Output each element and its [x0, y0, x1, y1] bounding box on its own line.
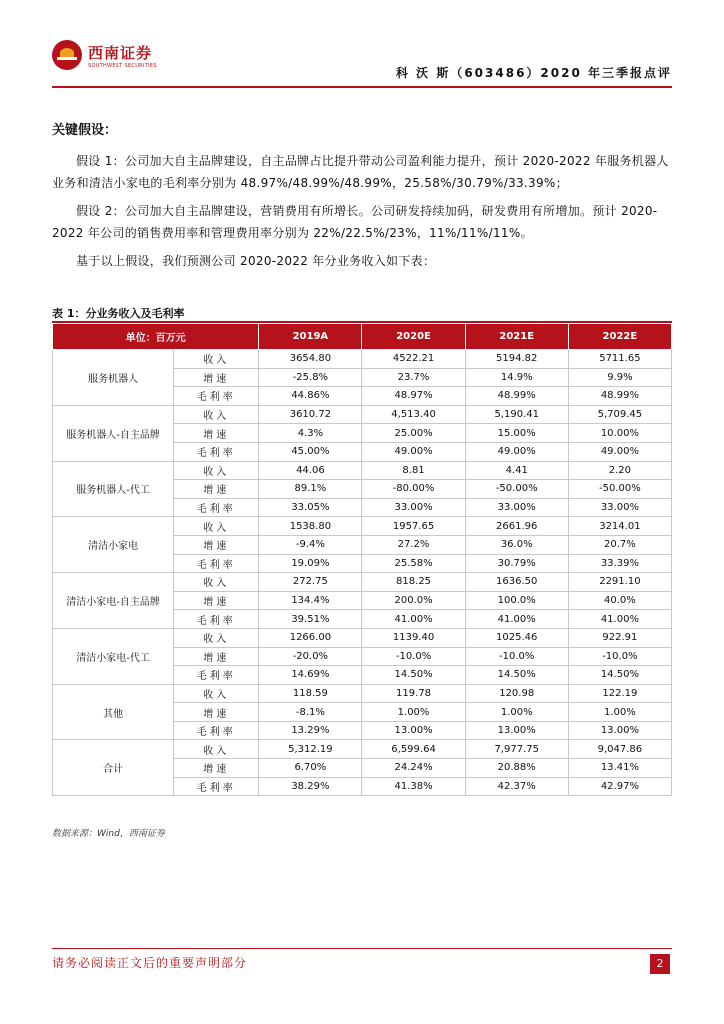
value-cell: 2291.10 [568, 573, 671, 592]
metric-label: 收入 [174, 461, 259, 480]
value-cell: 134.4% [259, 591, 362, 610]
value-cell: 14.50% [362, 666, 465, 685]
assumption-1: 假设 1：公司加大自主品牌建设，自主品牌占比提升带动公司盈利能力提升，预计 2020-2022 年服务机器人业务和清洁小家电的毛利率分别为 48.97%/48.99%/48.99%，25.58%/30.79%/33.39%； [52, 154, 669, 190]
segment-name: 服务机器人-代工 [53, 461, 174, 517]
metric-label: 毛利率 [174, 610, 259, 629]
header-2022e: 2022E [568, 324, 671, 350]
value-cell: -10.0% [568, 647, 671, 666]
value-cell: 15.00% [465, 424, 568, 443]
metric-label: 收入 [174, 628, 259, 647]
company-logo [52, 40, 157, 70]
value-cell: -50.00% [568, 480, 671, 499]
header-2020e: 2020E [362, 324, 465, 350]
metric-label: 毛利率 [174, 666, 259, 685]
table-title: 表 1：分业务收入及毛利率 [52, 307, 185, 320]
value-cell: 25.00% [362, 424, 465, 443]
value-cell: 4522.21 [362, 350, 465, 369]
value-cell: 36.0% [465, 535, 568, 554]
value-cell: 49.00% [362, 442, 465, 461]
value-cell: 48.97% [362, 387, 465, 406]
value-cell: 5,190.41 [465, 405, 568, 424]
value-cell: 20.88% [465, 759, 568, 778]
value-cell: 5,312.19 [259, 740, 362, 759]
value-cell: 5194.82 [465, 350, 568, 369]
value-cell: 8.81 [362, 461, 465, 480]
metric-label: 毛利率 [174, 777, 259, 796]
value-cell: 5711.65 [568, 350, 671, 369]
value-cell: 49.00% [568, 442, 671, 461]
metric-label: 增速 [174, 647, 259, 666]
value-cell: -10.0% [465, 647, 568, 666]
value-cell: 1957.65 [362, 517, 465, 536]
value-cell: 41.00% [362, 610, 465, 629]
value-cell: 23.7% [362, 368, 465, 387]
value-cell: 1636.50 [465, 573, 568, 592]
logo-mark-icon [52, 40, 82, 70]
segment-revenue-table [52, 323, 672, 796]
value-cell: -9.4% [259, 535, 362, 554]
value-cell: 14.50% [568, 666, 671, 685]
value-cell: 1266.00 [259, 628, 362, 647]
value-cell: 9,047.86 [568, 740, 671, 759]
footer-divider [52, 948, 672, 949]
value-cell: 119.78 [362, 684, 465, 703]
table-row [53, 740, 672, 759]
metric-label: 收入 [174, 684, 259, 703]
value-cell: 25.58% [362, 554, 465, 573]
value-cell: -80.00% [362, 480, 465, 499]
value-cell: 19.09% [259, 554, 362, 573]
value-cell: 1538.80 [259, 517, 362, 536]
value-cell: 3610.72 [259, 405, 362, 424]
value-cell: 33.05% [259, 498, 362, 517]
value-cell: 2661.96 [465, 517, 568, 536]
table-body [53, 350, 672, 796]
value-cell: -20.0% [259, 647, 362, 666]
value-cell: 13.00% [362, 721, 465, 740]
value-cell: 1.00% [465, 703, 568, 722]
section-title: 关键假设： [52, 123, 118, 138]
table-row [53, 405, 672, 424]
value-cell: 38.29% [259, 777, 362, 796]
metric-label: 毛利率 [174, 498, 259, 517]
value-cell: 41.00% [568, 610, 671, 629]
data-source: 数据来源：Wind，西南证券 [52, 829, 165, 839]
value-cell: 13.41% [568, 759, 671, 778]
metric-label: 增速 [174, 535, 259, 554]
value-cell: 4,513.40 [362, 405, 465, 424]
metric-label: 收入 [174, 740, 259, 759]
metric-label: 收入 [174, 350, 259, 369]
table-header-row [53, 324, 672, 350]
value-cell: -50.00% [465, 480, 568, 499]
metric-label: 收入 [174, 405, 259, 424]
metric-label: 收入 [174, 517, 259, 536]
metric-label: 增速 [174, 480, 259, 499]
value-cell: 7,977.75 [465, 740, 568, 759]
value-cell: 1.00% [362, 703, 465, 722]
value-cell: 33.39% [568, 554, 671, 573]
segment-name: 合计 [53, 740, 174, 796]
segment-name: 服务机器人 [53, 350, 174, 406]
header-2021e: 2021E [465, 324, 568, 350]
metric-label: 增速 [174, 368, 259, 387]
header-unit: 单位：百万元 [53, 324, 259, 350]
assumption-summary: 基于以上假设，我们预测公司 2020-2022 年分业务收入如下表： [76, 254, 436, 268]
value-cell: 14.50% [465, 666, 568, 685]
metric-label: 收入 [174, 573, 259, 592]
value-cell: 44.06 [259, 461, 362, 480]
value-cell: 41.38% [362, 777, 465, 796]
table-row [53, 461, 672, 480]
value-cell: 33.00% [362, 498, 465, 517]
segment-name: 其他 [53, 684, 174, 740]
value-cell: 14.69% [259, 666, 362, 685]
table-row [53, 573, 672, 592]
value-cell: 49.00% [465, 442, 568, 461]
value-cell: 48.99% [465, 387, 568, 406]
value-cell: 42.37% [465, 777, 568, 796]
value-cell: 2.20 [568, 461, 671, 480]
value-cell: 1139.40 [362, 628, 465, 647]
logo-cn-text: 西南证券 [88, 43, 153, 62]
metric-label: 增速 [174, 424, 259, 443]
value-cell: 27.2% [362, 535, 465, 554]
value-cell: 9.9% [568, 368, 671, 387]
value-cell: 818.25 [362, 573, 465, 592]
value-cell: 39.51% [259, 610, 362, 629]
value-cell: 45.00% [259, 442, 362, 461]
value-cell: 6,599.64 [362, 740, 465, 759]
table-row [53, 517, 672, 536]
value-cell: 3654.80 [259, 350, 362, 369]
value-cell: 33.00% [465, 498, 568, 517]
value-cell: 4.41 [465, 461, 568, 480]
footer-disclaimer: 请务必阅读正文后的重要声明部分 [52, 956, 248, 970]
value-cell: 44.86% [259, 387, 362, 406]
value-cell: 40.0% [568, 591, 671, 610]
value-cell: 6.70% [259, 759, 362, 778]
value-cell: 922.91 [568, 628, 671, 647]
value-cell: 1.00% [568, 703, 671, 722]
table-row [53, 684, 672, 703]
segment-name: 清洁小家电 [53, 517, 174, 573]
value-cell: -25.8% [259, 368, 362, 387]
value-cell: 122.19 [568, 684, 671, 703]
value-cell: 14.9% [465, 368, 568, 387]
metric-label: 毛利率 [174, 554, 259, 573]
value-cell: 4.3% [259, 424, 362, 443]
value-cell: 5,709.45 [568, 405, 671, 424]
logo-en-text: SOUTHWEST SECURITIES [88, 62, 157, 69]
segment-name: 清洁小家电-自主品牌 [53, 573, 174, 629]
segment-name: 服务机器人-自主品牌 [53, 405, 174, 461]
header-divider [52, 86, 672, 88]
metric-label: 增速 [174, 703, 259, 722]
value-cell: 3214.01 [568, 517, 671, 536]
value-cell: -10.0% [362, 647, 465, 666]
report-title: 科 沃 斯（603486）2020 年三季报点评 [395, 66, 672, 80]
page-number: 2 [650, 954, 670, 974]
table-row [53, 350, 672, 369]
assumptions-section [52, 120, 672, 278]
value-cell: -8.1% [259, 703, 362, 722]
value-cell: 272.75 [259, 573, 362, 592]
table-row [53, 628, 672, 647]
value-cell: 24.24% [362, 759, 465, 778]
metric-label: 毛利率 [174, 721, 259, 740]
value-cell: 33.00% [568, 498, 671, 517]
value-cell: 89.1% [259, 480, 362, 499]
metric-label: 增速 [174, 759, 259, 778]
metric-label: 毛利率 [174, 442, 259, 461]
value-cell: 200.0% [362, 591, 465, 610]
value-cell: 13.29% [259, 721, 362, 740]
value-cell: 100.0% [465, 591, 568, 610]
segment-name: 清洁小家电-代工 [53, 628, 174, 684]
value-cell: 48.99% [568, 387, 671, 406]
value-cell: 30.79% [465, 554, 568, 573]
value-cell: 1025.46 [465, 628, 568, 647]
metric-label: 毛利率 [174, 387, 259, 406]
value-cell: 120.98 [465, 684, 568, 703]
metric-label: 增速 [174, 591, 259, 610]
value-cell: 13.00% [465, 721, 568, 740]
value-cell: 42.97% [568, 777, 671, 796]
value-cell: 118.59 [259, 684, 362, 703]
value-cell: 41.00% [465, 610, 568, 629]
assumption-2: 假设 2：公司加大自主品牌建设，营销费用有所增长。公司研发持续加码，研发费用有所增加。预计 2020-2022 年公司的销售费用率和管理费用率分别为 22%/22.5%/23%，11%/11%/11%。 [52, 204, 658, 240]
value-cell: 13.00% [568, 721, 671, 740]
value-cell: 20.7% [568, 535, 671, 554]
value-cell: 10.00% [568, 424, 671, 443]
page-header [52, 40, 672, 84]
header-2019a: 2019A [259, 324, 362, 350]
